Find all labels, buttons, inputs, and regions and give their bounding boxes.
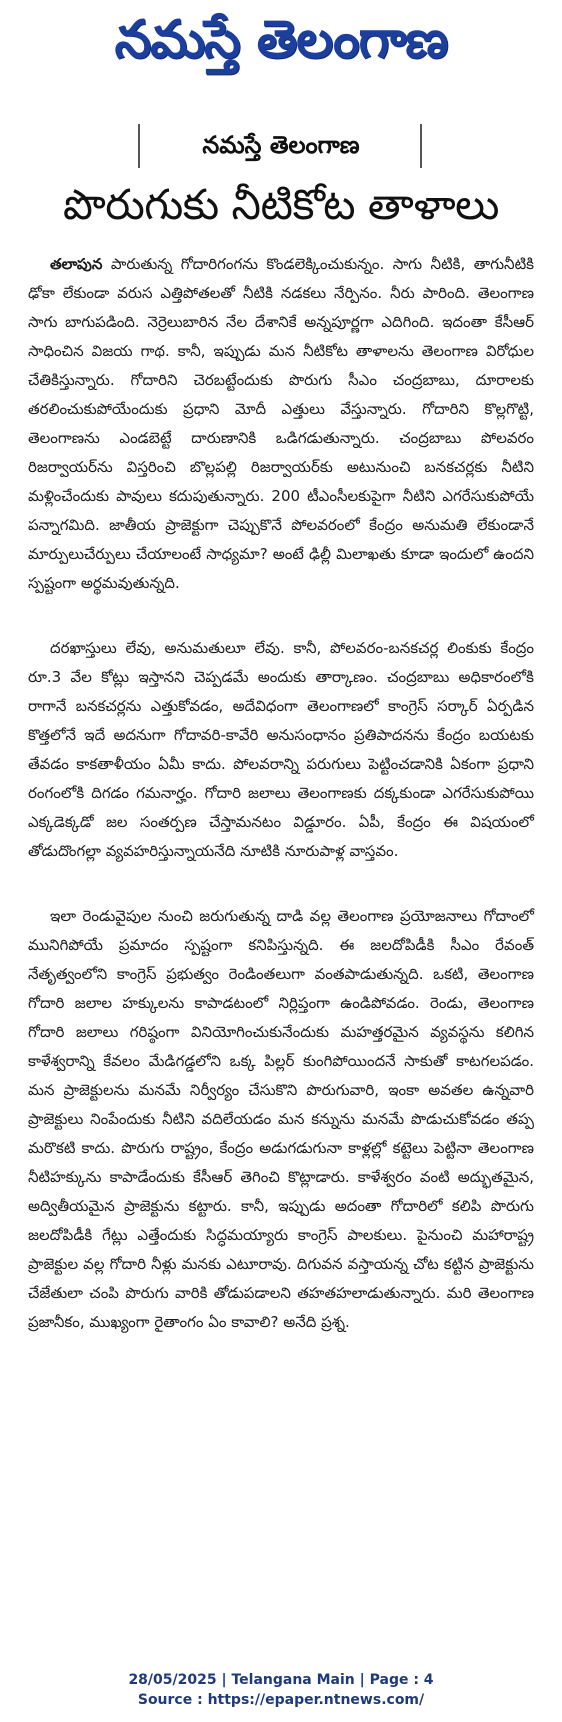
kicker-divider-right	[420, 124, 422, 168]
article-body	[28, 250, 534, 1337]
footer	[0, 1670, 562, 1710]
footer-source: Source : https://epaper.ntnews.com/	[137, 1692, 425, 1708]
article-paragraph-3: ఇలా రెండువైపుల నుంచి జరుగుతున్న దాడి వల్ల తెలంగాణ ప్రయోజనాలు గోదాంలో మునిగిపోయే ప్రమాదం స్పష్టంగా కనిపిస్తున్నది. ఈ జలదోపిడీకి సీఎం రేవంత్ నేతృత్వంలోని కాంగ్రెస్ ప్రభుత్వం రెండింతలుగా వంతపాడుతున్నది. ఒకటి, తెలంగాణ గోదారి జలాల హక్కులను కాపాడటంలో నిర్లిప్తంగా ఉండిపోవడం. రెండు, తెలంగాణ గోదారి జలాలు గరిష్ఠంగా వినియోగించుకునేందుకు మహత్తరమైన వ్యవస్థను కలిగిన కాళేశ్వరాన్ని కేవలం మేడిగడ్డలోని ఒక్క పిల్లర్ కుంగిపోయిందనే సాకుతో కాటగలపడం. మన ప్రాజెక్టులను మనమే నిర్వీర్యం చేసుకొని పొరుగువారి, ఇంకా అవతల ఉన్నవారి ప్రాజెక్టులు నింపేందుకు నీటిని వదిలేయడం మన కన్నును మనమే పొడుచుకోవడం తప్ప మరొకటి కాదు. పొరుగు రాష్ట్రం, కేంద్రం అడుగడుగునా కాళ్లల్లో కట్టెలు పెట్టినా తెలంగాణ నీటిహక్కును కాపాడేందుకు కేసీఆర్ తెగించి కొట్లాడారు. కాళేశ్వరం వంటి అద్భుతమైన, అద్వితీయమైన ప్రాజెక్టును కట్టారు. కానీ, ఇప్పుడు అదంతా గోదారిలో కలిపి పొరుగు జలదోపిడీకి గేట్లు ఎత్తేందుకు సిద్ధమయ్యారు కాంగ్రెస్ పాలకులు. పైనుంచి మహారాష్ట్ర ప్రాజెక్టుల వల్ల గోదారి నీళ్లు మనకు ఎటూరావు. దిగువన వస్తాయన్న చోట కట్టిన ప్రాజెక్టును చేజేతులా చంపి పొరుగు వారికి తోడుపడాలని తహతహలాడుతున్నారు. మరి తెలంగాణ ప్రజానీకం, ముఖ్యంగా రైతాంగం ఏం కావాలి? అనేది ప్రశ్న.	[28, 907, 534, 1331]
article-kicker: నమస్తే తెలంగాణ	[202, 131, 360, 159]
lead-word: తలాపున	[50, 255, 103, 273]
article-paragraph-2: దరఖాస్తులు లేవు, అనుమతులూ లేవు. కానీ, పోలవరం-బనకచర్ల లింకుకు కేంద్రం రూ.3 వేల కోట్లు ఇస్తానని చెప్పడమే అందుకు తార్కాణం. చంద్రబాబు అధికారంలోకి రాగానే బనకచర్లను ఎత్తుకోవడం, అదేవిధంగా తెలంగాణలో కాంగ్రెస్ సర్కార్ ఏర్పడిన కొత్తలోనే ఇదే అదనుగా గోదావరి-కావేరి అనుసంధానం ప్రతిపాదనను కేంద్రం బయటకు తేవడం కాకతాళీయం ఏమీ కాదు. పోలవరాన్ని పరుగులు పెట్టించడానికి ఏకంగా ప్రధాని రంగంలోకి దిగడం గమనార్హం. గోదారి జలాలు తెలంగాణకు దక్కకుండా ఎగరేసుకుపోయి ఎక్కడెక్కడో జల సంతర్పణ చేస్తామనటం విడ్డూరం. ఏపీ, కేంద్రం ఈ విషయంలో తోడుదొంగల్లా వ్యవహరిస్తున్నాయనేది నూటికి నూరుపాళ్ల వాస్తవం.	[28, 639, 534, 860]
article-paragraph-1	[28, 250, 534, 598]
article-paragraph-1-text: పారుతున్న గోదారిగంగను కొండలెక్కించుకున్నం. సాగు నీటికి, తాగునీటికి ఢోకా లేకుండా వరుస ఎత్తిపోతలతో నీటికి నడకలు నేర్పినం. నీరు పారింది. తెలంగాణ సాగు బాగుపడింది. నెర్రెలుబారిన నేల దేశానికే అన్నపూర్ణగా ఎదిగింది. ఇదంతా కేసీఆర్ సాధించిన విజయ గాథ. కానీ, ఇప్పుడు మన నీటికోట తాళాలను తెలంగాణ విరోధుల చేతికిస్తున్నారు. గోదారిని చెరబట్టేందుకు పొరుగు సీఎం చంద్రబాబు, దూరాలకు తరలించుకుపోయేందుకు ప్రధాని మోదీ ఎత్తులు వేస్తున్నారు. గోదారిని కొల్లగొట్టి, తెలంగాణను ఎండబెట్టే దారుణానికి ఒడిగడుతున్నారు. చంద్రబాబు పోలవరం రిజర్వాయర్‌ను విస్తరించి బొల్లపల్లి రిజర్వాయర్‌కు అటునుంచి బనకచర్లకు నీటిని మళ్లించేందుకు పావులు కదుపుతున్నారు. 200 టీఎంసీలకుపైగా నీటిని ఎగరేసుకుపోయే పన్నాగమిది. జాతీయ ప్రాజెక్టుగా చెప్పుకొనే పోలవరంలో కేంద్రం అనుమతి లేకుండానే మార్పులుచేర్పులు చేయాలంటే సాధ్యమా? అంటే ఢిల్లీ మిలాఖతు కూడా ఇందులో ఉందని స్పష్టంగా అర్థమవుతున్నది.	[28, 255, 534, 592]
kicker-row	[28, 120, 534, 172]
footer-dateline: 28/05/2025 | Telangana Main | Page : 4	[128, 1672, 434, 1688]
article	[28, 120, 534, 1373]
kicker-divider-left	[138, 124, 140, 168]
masthead	[0, 0, 562, 84]
article-headline: పొరుగుకు నీటికోట తాళాలు	[63, 180, 499, 229]
masthead-logo: నమస్తే తెలంగాణ	[114, 10, 448, 70]
